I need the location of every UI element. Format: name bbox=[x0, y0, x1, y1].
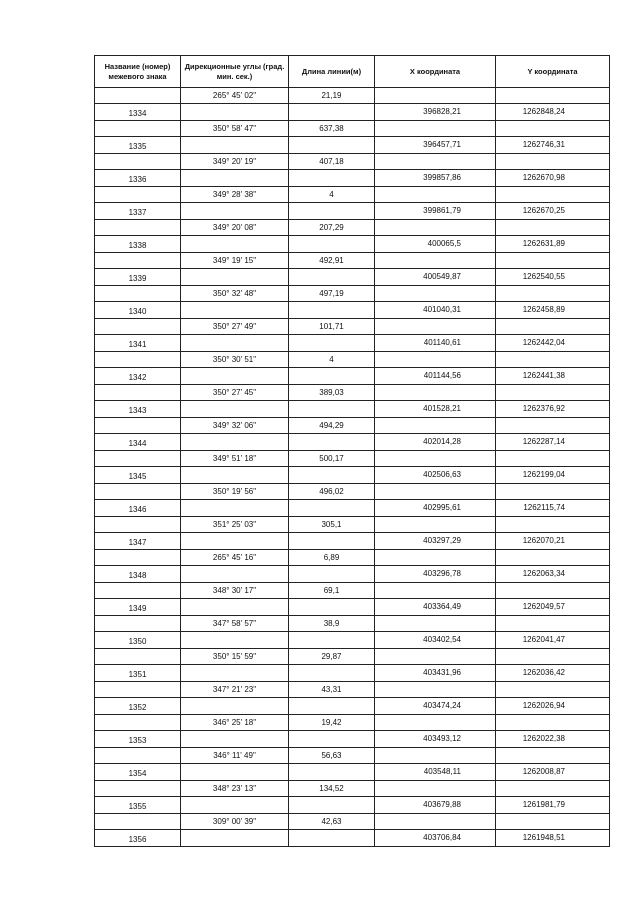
y-cell bbox=[496, 649, 610, 665]
name-cell bbox=[95, 319, 181, 335]
name-cell bbox=[95, 121, 181, 137]
angle-cell bbox=[181, 764, 289, 781]
x-cell bbox=[375, 352, 496, 368]
y-cell bbox=[496, 88, 610, 104]
y-cell: 1262199,04 bbox=[496, 467, 610, 484]
length-cell bbox=[289, 368, 375, 385]
x-cell bbox=[375, 583, 496, 599]
length-cell bbox=[289, 698, 375, 715]
y-cell bbox=[496, 253, 610, 269]
name-cell bbox=[95, 583, 181, 599]
x-cell: 403548,11 bbox=[375, 764, 496, 781]
point-row bbox=[95, 599, 610, 616]
x-cell bbox=[375, 715, 496, 731]
name-cell: 1343 bbox=[95, 401, 181, 418]
line-row bbox=[95, 682, 610, 698]
length-cell bbox=[289, 566, 375, 583]
length-cell: 43,31 bbox=[289, 682, 375, 698]
x-cell: 401528,21 bbox=[375, 401, 496, 418]
y-cell: 1262287,14 bbox=[496, 434, 610, 451]
name-cell: 1342 bbox=[95, 368, 181, 385]
line-row bbox=[95, 781, 610, 797]
y-cell bbox=[496, 484, 610, 500]
line-row bbox=[95, 814, 610, 830]
y-cell bbox=[496, 682, 610, 698]
line-row bbox=[95, 649, 610, 665]
length-cell bbox=[289, 401, 375, 418]
name-cell: 1353 bbox=[95, 731, 181, 748]
angle-cell: 350° 32' 48" bbox=[181, 286, 289, 302]
name-cell bbox=[95, 616, 181, 632]
angle-cell: 347° 58' 57" bbox=[181, 616, 289, 632]
angle-cell: 351° 25' 03" bbox=[181, 517, 289, 533]
x-cell: 401140,61 bbox=[375, 335, 496, 352]
point-row bbox=[95, 500, 610, 517]
name-cell bbox=[95, 286, 181, 302]
y-cell bbox=[496, 385, 610, 401]
point-row bbox=[95, 698, 610, 715]
length-cell: 101,71 bbox=[289, 319, 375, 335]
x-cell bbox=[375, 220, 496, 236]
angle-cell bbox=[181, 797, 289, 814]
length-cell bbox=[289, 599, 375, 616]
length-cell: 29,87 bbox=[289, 649, 375, 665]
angle-cell bbox=[181, 170, 289, 187]
angle-cell: 349° 28' 38" bbox=[181, 187, 289, 203]
name-cell bbox=[95, 550, 181, 566]
angle-cell bbox=[181, 830, 289, 847]
length-cell bbox=[289, 434, 375, 451]
name-cell: 1355 bbox=[95, 797, 181, 814]
line-row bbox=[95, 187, 610, 203]
x-cell bbox=[375, 451, 496, 467]
length-cell: 38,9 bbox=[289, 616, 375, 632]
length-cell bbox=[289, 137, 375, 154]
x-cell: 403364,49 bbox=[375, 599, 496, 616]
angle-cell: 346° 11' 49" bbox=[181, 748, 289, 764]
angle-cell: 348° 23' 13" bbox=[181, 781, 289, 797]
name-cell: 1354 bbox=[95, 764, 181, 781]
length-cell: 305,1 bbox=[289, 517, 375, 533]
name-cell bbox=[95, 682, 181, 698]
point-row bbox=[95, 434, 610, 451]
name-cell: 1349 bbox=[95, 599, 181, 616]
y-cell: 1262441,38 bbox=[496, 368, 610, 385]
header-x: X координата bbox=[375, 56, 496, 88]
length-cell: 56,63 bbox=[289, 748, 375, 764]
y-cell bbox=[496, 814, 610, 830]
name-cell bbox=[95, 418, 181, 434]
point-row bbox=[95, 764, 610, 781]
line-row bbox=[95, 484, 610, 500]
angle-cell: 346° 25' 18" bbox=[181, 715, 289, 731]
x-cell: 399861,79 bbox=[375, 203, 496, 220]
x-cell bbox=[375, 517, 496, 533]
name-cell: 1356 bbox=[95, 830, 181, 847]
y-cell: 1262026,94 bbox=[496, 698, 610, 715]
length-cell: 19,42 bbox=[289, 715, 375, 731]
angle-cell bbox=[181, 203, 289, 220]
x-cell: 396457,71 bbox=[375, 137, 496, 154]
length-cell: 4 bbox=[289, 352, 375, 368]
point-row bbox=[95, 137, 610, 154]
line-row bbox=[95, 550, 610, 566]
x-cell: 401144,56 bbox=[375, 368, 496, 385]
x-cell bbox=[375, 418, 496, 434]
point-row bbox=[95, 269, 610, 286]
y-cell bbox=[496, 583, 610, 599]
angle-cell: 350° 58' 47" bbox=[181, 121, 289, 137]
length-cell: 6,89 bbox=[289, 550, 375, 566]
y-cell bbox=[496, 220, 610, 236]
angle-cell bbox=[181, 500, 289, 517]
name-cell: 1335 bbox=[95, 137, 181, 154]
line-row bbox=[95, 385, 610, 401]
name-cell: 1351 bbox=[95, 665, 181, 682]
length-cell bbox=[289, 731, 375, 748]
y-cell: 1262049,57 bbox=[496, 599, 610, 616]
name-cell: 1347 bbox=[95, 533, 181, 550]
point-row bbox=[95, 368, 610, 385]
name-cell bbox=[95, 814, 181, 830]
angle-cell bbox=[181, 368, 289, 385]
length-cell bbox=[289, 236, 375, 253]
line-row bbox=[95, 583, 610, 599]
name-cell: 1344 bbox=[95, 434, 181, 451]
y-cell: 1262848,24 bbox=[496, 104, 610, 121]
line-row bbox=[95, 253, 610, 269]
y-cell: 1262746,31 bbox=[496, 137, 610, 154]
x-cell: 403402,54 bbox=[375, 632, 496, 649]
angle-cell bbox=[181, 599, 289, 616]
line-row bbox=[95, 121, 610, 137]
x-cell: 402014,28 bbox=[375, 434, 496, 451]
line-row bbox=[95, 220, 610, 236]
length-cell bbox=[289, 797, 375, 814]
y-cell bbox=[496, 319, 610, 335]
name-cell: 1337 bbox=[95, 203, 181, 220]
name-cell: 1352 bbox=[95, 698, 181, 715]
angle-cell bbox=[181, 665, 289, 682]
length-cell: 494,29 bbox=[289, 418, 375, 434]
name-cell bbox=[95, 781, 181, 797]
name-cell: 1339 bbox=[95, 269, 181, 286]
length-cell bbox=[289, 632, 375, 649]
length-cell bbox=[289, 764, 375, 781]
y-cell bbox=[496, 187, 610, 203]
length-cell: 134,52 bbox=[289, 781, 375, 797]
name-cell bbox=[95, 451, 181, 467]
line-row bbox=[95, 715, 610, 731]
angle-cell bbox=[181, 236, 289, 253]
angle-cell bbox=[181, 566, 289, 583]
angle-cell bbox=[181, 302, 289, 319]
line-row bbox=[95, 352, 610, 368]
length-cell: 492,91 bbox=[289, 253, 375, 269]
y-cell bbox=[496, 781, 610, 797]
angle-cell: 350° 27' 49" bbox=[181, 319, 289, 335]
x-cell: 399857,86 bbox=[375, 170, 496, 187]
length-cell: 42,63 bbox=[289, 814, 375, 830]
point-row bbox=[95, 170, 610, 187]
point-row bbox=[95, 632, 610, 649]
angle-cell bbox=[181, 401, 289, 418]
angle-cell: 309° 00' 39" bbox=[181, 814, 289, 830]
y-cell: 1262376,92 bbox=[496, 401, 610, 418]
angle-cell: 265° 45' 16" bbox=[181, 550, 289, 566]
y-cell: 1262540,55 bbox=[496, 269, 610, 286]
x-cell bbox=[375, 286, 496, 302]
length-cell: 207,29 bbox=[289, 220, 375, 236]
angle-cell: 350° 19' 56" bbox=[181, 484, 289, 500]
point-row bbox=[95, 104, 610, 121]
name-cell bbox=[95, 748, 181, 764]
line-row bbox=[95, 517, 610, 533]
y-cell bbox=[496, 748, 610, 764]
angle-cell: 350° 15' 59" bbox=[181, 649, 289, 665]
table-body bbox=[95, 88, 610, 847]
y-cell: 1262041,47 bbox=[496, 632, 610, 649]
line-row bbox=[95, 616, 610, 632]
x-cell: 401040,31 bbox=[375, 302, 496, 319]
line-row bbox=[95, 154, 610, 170]
point-row bbox=[95, 830, 610, 847]
length-cell bbox=[289, 665, 375, 682]
angle-cell bbox=[181, 104, 289, 121]
name-cell: 1336 bbox=[95, 170, 181, 187]
x-cell: 396828,21 bbox=[375, 104, 496, 121]
y-cell bbox=[496, 121, 610, 137]
length-cell bbox=[289, 302, 375, 319]
length-cell: 497,19 bbox=[289, 286, 375, 302]
angle-cell: 349° 20' 19" bbox=[181, 154, 289, 170]
point-row bbox=[95, 665, 610, 682]
line-row bbox=[95, 748, 610, 764]
y-cell: 1262631,89 bbox=[496, 236, 610, 253]
x-cell: 403706,84 bbox=[375, 830, 496, 847]
angle-cell: 347° 21' 23" bbox=[181, 682, 289, 698]
length-cell: 389,03 bbox=[289, 385, 375, 401]
name-cell bbox=[95, 220, 181, 236]
angle-cell bbox=[181, 632, 289, 649]
point-row bbox=[95, 533, 610, 550]
name-cell: 1348 bbox=[95, 566, 181, 583]
angle-cell: 348° 30' 17" bbox=[181, 583, 289, 599]
name-cell bbox=[95, 187, 181, 203]
angle-cell: 349° 32' 06" bbox=[181, 418, 289, 434]
x-cell bbox=[375, 748, 496, 764]
y-cell: 1262670,98 bbox=[496, 170, 610, 187]
length-cell: 500,17 bbox=[289, 451, 375, 467]
y-cell: 1261981,79 bbox=[496, 797, 610, 814]
length-cell bbox=[289, 269, 375, 286]
length-cell: 407,18 bbox=[289, 154, 375, 170]
y-cell: 1262036,42 bbox=[496, 665, 610, 682]
name-cell bbox=[95, 253, 181, 269]
header-name: Название (номер) межевого знака bbox=[95, 56, 181, 88]
x-cell bbox=[375, 616, 496, 632]
angle-cell: 349° 19' 15" bbox=[181, 253, 289, 269]
x-cell bbox=[375, 253, 496, 269]
angle-cell bbox=[181, 335, 289, 352]
length-cell bbox=[289, 830, 375, 847]
point-row bbox=[95, 335, 610, 352]
header-y: Y координата bbox=[496, 56, 610, 88]
angle-cell bbox=[181, 698, 289, 715]
y-cell: 1262022,38 bbox=[496, 731, 610, 748]
y-cell bbox=[496, 616, 610, 632]
length-cell bbox=[289, 170, 375, 187]
point-row bbox=[95, 566, 610, 583]
x-cell bbox=[375, 187, 496, 203]
point-row bbox=[95, 797, 610, 814]
x-cell bbox=[375, 781, 496, 797]
name-cell bbox=[95, 88, 181, 104]
x-cell: 402506,63 bbox=[375, 467, 496, 484]
point-row bbox=[95, 401, 610, 418]
y-cell bbox=[496, 517, 610, 533]
name-cell bbox=[95, 484, 181, 500]
x-cell: 400065,5 bbox=[375, 236, 496, 253]
boundary-marks-table bbox=[94, 55, 610, 847]
length-cell bbox=[289, 104, 375, 121]
line-row bbox=[95, 451, 610, 467]
angle-cell: 350° 30' 51" bbox=[181, 352, 289, 368]
y-cell bbox=[496, 418, 610, 434]
y-cell bbox=[496, 286, 610, 302]
angle-cell: 265° 45' 02" bbox=[181, 88, 289, 104]
x-cell bbox=[375, 121, 496, 137]
length-cell bbox=[289, 467, 375, 484]
line-row bbox=[95, 88, 610, 104]
angle-cell bbox=[181, 269, 289, 286]
point-row bbox=[95, 203, 610, 220]
y-cell: 1262670,25 bbox=[496, 203, 610, 220]
name-cell: 1340 bbox=[95, 302, 181, 319]
x-cell: 403431,96 bbox=[375, 665, 496, 682]
length-cell bbox=[289, 203, 375, 220]
x-cell bbox=[375, 319, 496, 335]
y-cell bbox=[496, 154, 610, 170]
point-row bbox=[95, 302, 610, 319]
name-cell: 1350 bbox=[95, 632, 181, 649]
x-cell: 400549,87 bbox=[375, 269, 496, 286]
angle-cell: 350° 27' 45" bbox=[181, 385, 289, 401]
name-cell: 1334 bbox=[95, 104, 181, 121]
angle-cell bbox=[181, 434, 289, 451]
table-header-row bbox=[95, 56, 610, 88]
y-cell: 1262070,21 bbox=[496, 533, 610, 550]
length-cell bbox=[289, 533, 375, 550]
x-cell: 402995,61 bbox=[375, 500, 496, 517]
y-cell bbox=[496, 451, 610, 467]
length-cell: 496,02 bbox=[289, 484, 375, 500]
x-cell bbox=[375, 649, 496, 665]
y-cell bbox=[496, 352, 610, 368]
header-length: Длина линии(м) bbox=[289, 56, 375, 88]
point-row bbox=[95, 731, 610, 748]
length-cell: 69,1 bbox=[289, 583, 375, 599]
line-row bbox=[95, 319, 610, 335]
length-cell: 21,19 bbox=[289, 88, 375, 104]
angle-cell bbox=[181, 137, 289, 154]
y-cell bbox=[496, 550, 610, 566]
point-row bbox=[95, 236, 610, 253]
length-cell bbox=[289, 335, 375, 352]
y-cell: 1262442,04 bbox=[496, 335, 610, 352]
x-cell bbox=[375, 385, 496, 401]
x-cell bbox=[375, 682, 496, 698]
angle-cell bbox=[181, 731, 289, 748]
x-cell: 403297,29 bbox=[375, 533, 496, 550]
x-cell: 403493,12 bbox=[375, 731, 496, 748]
length-cell bbox=[289, 500, 375, 517]
name-cell bbox=[95, 154, 181, 170]
coordinates-document bbox=[94, 55, 609, 847]
name-cell bbox=[95, 517, 181, 533]
angle-cell bbox=[181, 533, 289, 550]
length-cell: 4 bbox=[289, 187, 375, 203]
name-cell: 1345 bbox=[95, 467, 181, 484]
name-cell: 1338 bbox=[95, 236, 181, 253]
name-cell bbox=[95, 385, 181, 401]
y-cell: 1261948,51 bbox=[496, 830, 610, 847]
x-cell: 403679,88 bbox=[375, 797, 496, 814]
angle-cell bbox=[181, 467, 289, 484]
name-cell bbox=[95, 649, 181, 665]
name-cell bbox=[95, 715, 181, 731]
y-cell: 1262458,89 bbox=[496, 302, 610, 319]
length-cell: 637,38 bbox=[289, 121, 375, 137]
name-cell bbox=[95, 352, 181, 368]
x-cell bbox=[375, 484, 496, 500]
angle-cell: 349° 20' 08" bbox=[181, 220, 289, 236]
point-row bbox=[95, 467, 610, 484]
line-row bbox=[95, 286, 610, 302]
x-cell bbox=[375, 154, 496, 170]
x-cell bbox=[375, 814, 496, 830]
y-cell: 1262008,87 bbox=[496, 764, 610, 781]
y-cell: 1262063,34 bbox=[496, 566, 610, 583]
name-cell: 1341 bbox=[95, 335, 181, 352]
angle-cell: 349° 51' 18" bbox=[181, 451, 289, 467]
line-row bbox=[95, 418, 610, 434]
y-cell bbox=[496, 715, 610, 731]
x-cell bbox=[375, 88, 496, 104]
header-angle: Дирекционные углы (град. мин. сек.) bbox=[181, 56, 289, 88]
x-cell bbox=[375, 550, 496, 566]
y-cell: 1262115,74 bbox=[496, 500, 610, 517]
x-cell: 403296,78 bbox=[375, 566, 496, 583]
name-cell: 1346 bbox=[95, 500, 181, 517]
x-cell: 403474,24 bbox=[375, 698, 496, 715]
